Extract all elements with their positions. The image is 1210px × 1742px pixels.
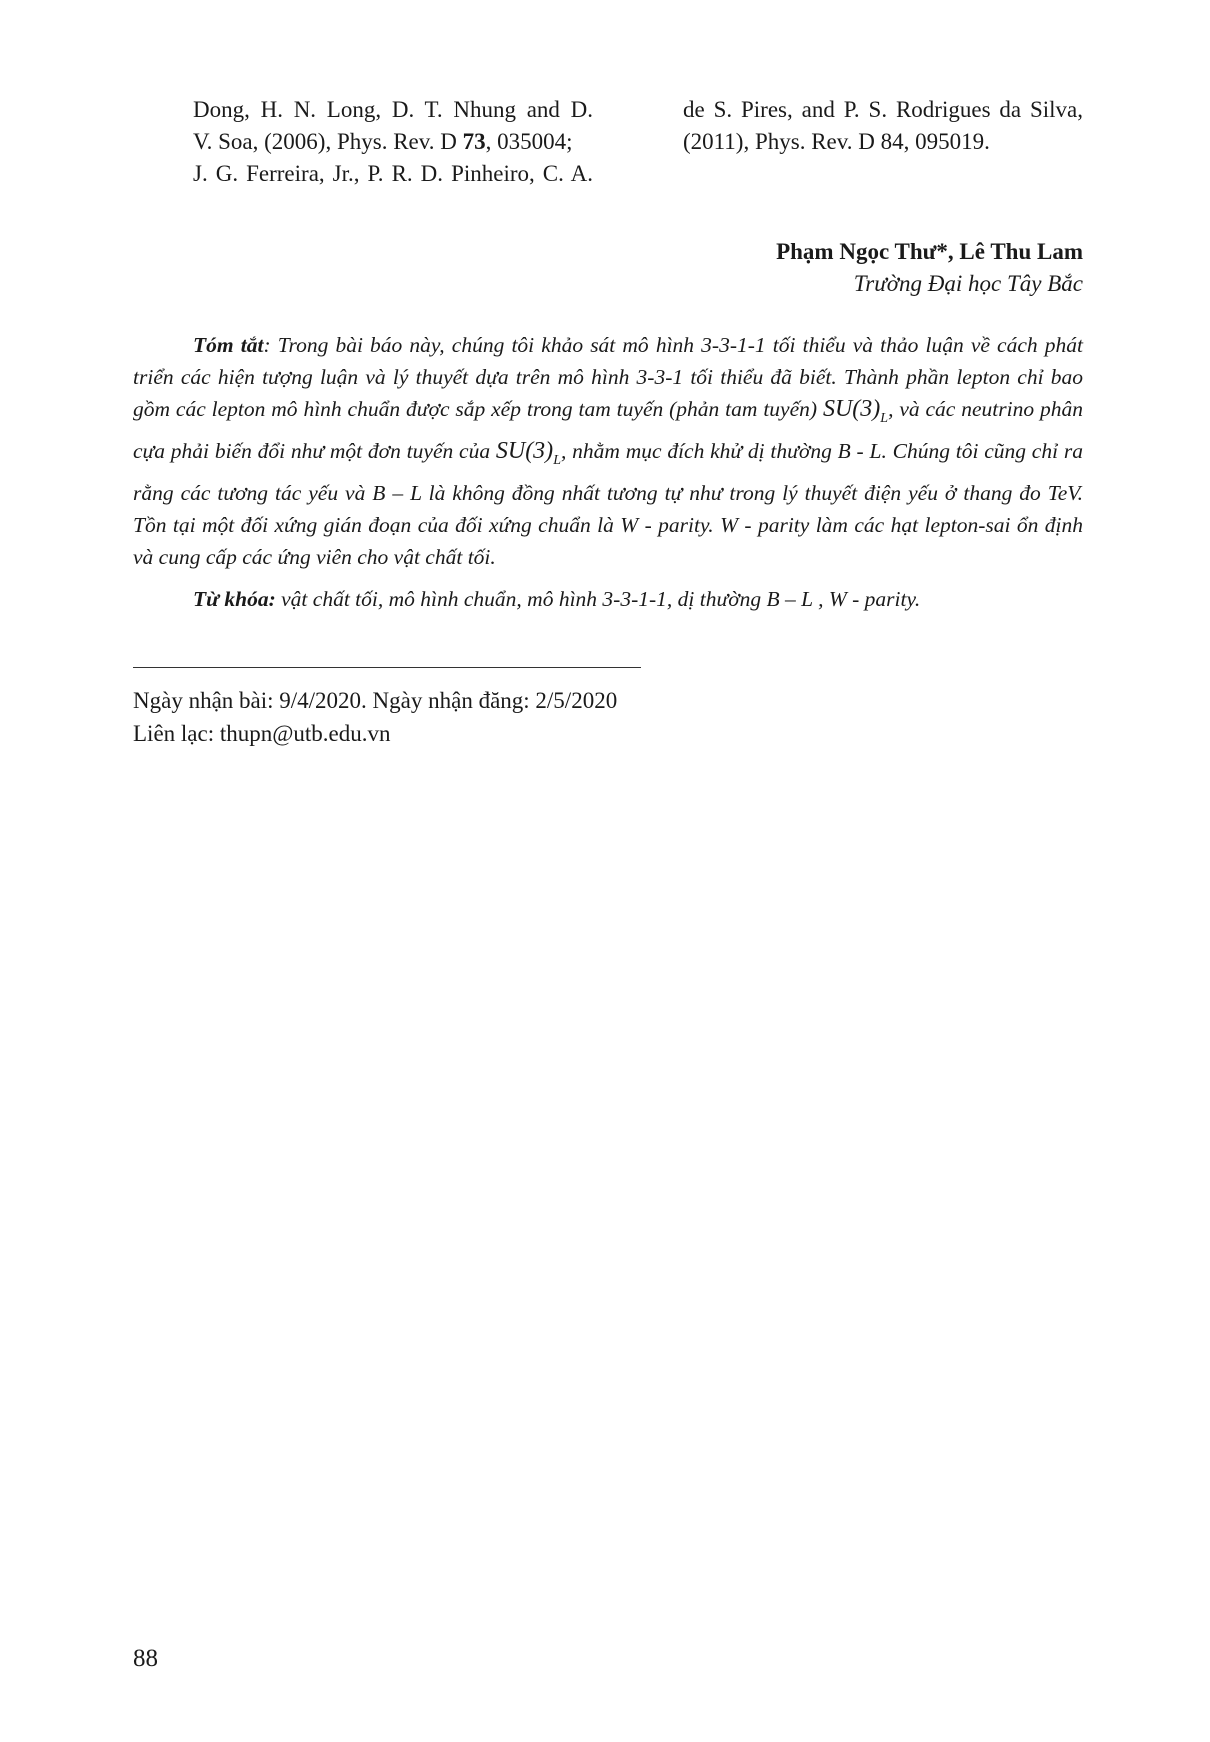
- footnote-separator: [133, 667, 641, 668]
- math-su3: $SU(3)_L$: [822, 396, 889, 426]
- reference-line: Dong, H. N. Long, D. T. Nhung and D.: [193, 97, 593, 122]
- authors: Phạm Ngọc Thư*, Lê Thu Lam: [776, 239, 1083, 264]
- references-continued: [193, 94, 1083, 190]
- keywords-label: Từ khóa:: [193, 586, 276, 611]
- reference-text: , 035004;: [485, 129, 573, 154]
- affiliation: Trường Đại học Tây Bắc: [853, 271, 1083, 296]
- reference-line: (2011), Phys. Rev. D 84, 095019.: [683, 129, 990, 154]
- page-number: 88: [133, 1645, 158, 1672]
- math-su3: $SU(3)_L$: [495, 437, 561, 468]
- volume-number: 73: [462, 129, 486, 154]
- reference-line: [193, 126, 593, 158]
- footnotes: [133, 684, 617, 750]
- abstract: [133, 329, 1083, 615]
- keywords-paragraph: [133, 583, 1083, 615]
- abstract-label: Tóm tắt: [193, 333, 264, 357]
- contact-email: Liên lạc: thupn@utb.edu.vn: [133, 721, 391, 746]
- abstract-text: , và các neutrino phân cựa phải biến đổi như một đơn tuyến của: [133, 397, 1083, 463]
- keywords-text: vật chất tối, mô hình chuẩn, mô hình 3-3-1-1, dị thường B – L , W - parity.: [275, 586, 921, 611]
- abstract-text: , nhằm mục đích khử dị thường B - L. Chúng tôi cũng chỉ ra rằng các tương tác yếu và B – L là không đồng nhất tương tự như trong lý thuyết điện yếu ở thang đo TeV. Tồn tại một đối xứng gián đoạn của đối xứng chuẩn là W - parity. W - parity làm các hạt lepton-sai ổn định và cung cấp các ứng viên cho vật chất tối.: [133, 438, 1083, 569]
- reference-text: V. Soa, (2006), Phys. Rev. D: [193, 129, 463, 154]
- abstract-text: : Trong bài báo này, chúng tôi khảo sát mô hình 3-3-1-1 tối thiểu và thảo luận về cách phát triển các hiện tượng luận và lý thuyết dựa trên mô hình 3-3-1 tối thiểu đã biết. Thành phần lepton chỉ bao gồm các lepton mô hình chuẩn được sắp xếp trong tam tuyến (phản tam tuyến): [133, 333, 1083, 421]
- references-right-column: [683, 94, 1083, 190]
- received-dates: Ngày nhận bài: 9/4/2020. Ngày nhận đăng: 2/5/2020: [133, 688, 618, 713]
- references-left-column: [193, 94, 593, 190]
- abstract-paragraph: [133, 329, 1083, 573]
- reference-line: J. G. Ferreira, Jr., P. R. D. Pinheiro, C. A.: [193, 161, 593, 186]
- reference-line: de S. Pires, and P. S. Rodrigues da Silva,: [683, 97, 1083, 122]
- author-block: [776, 236, 1083, 300]
